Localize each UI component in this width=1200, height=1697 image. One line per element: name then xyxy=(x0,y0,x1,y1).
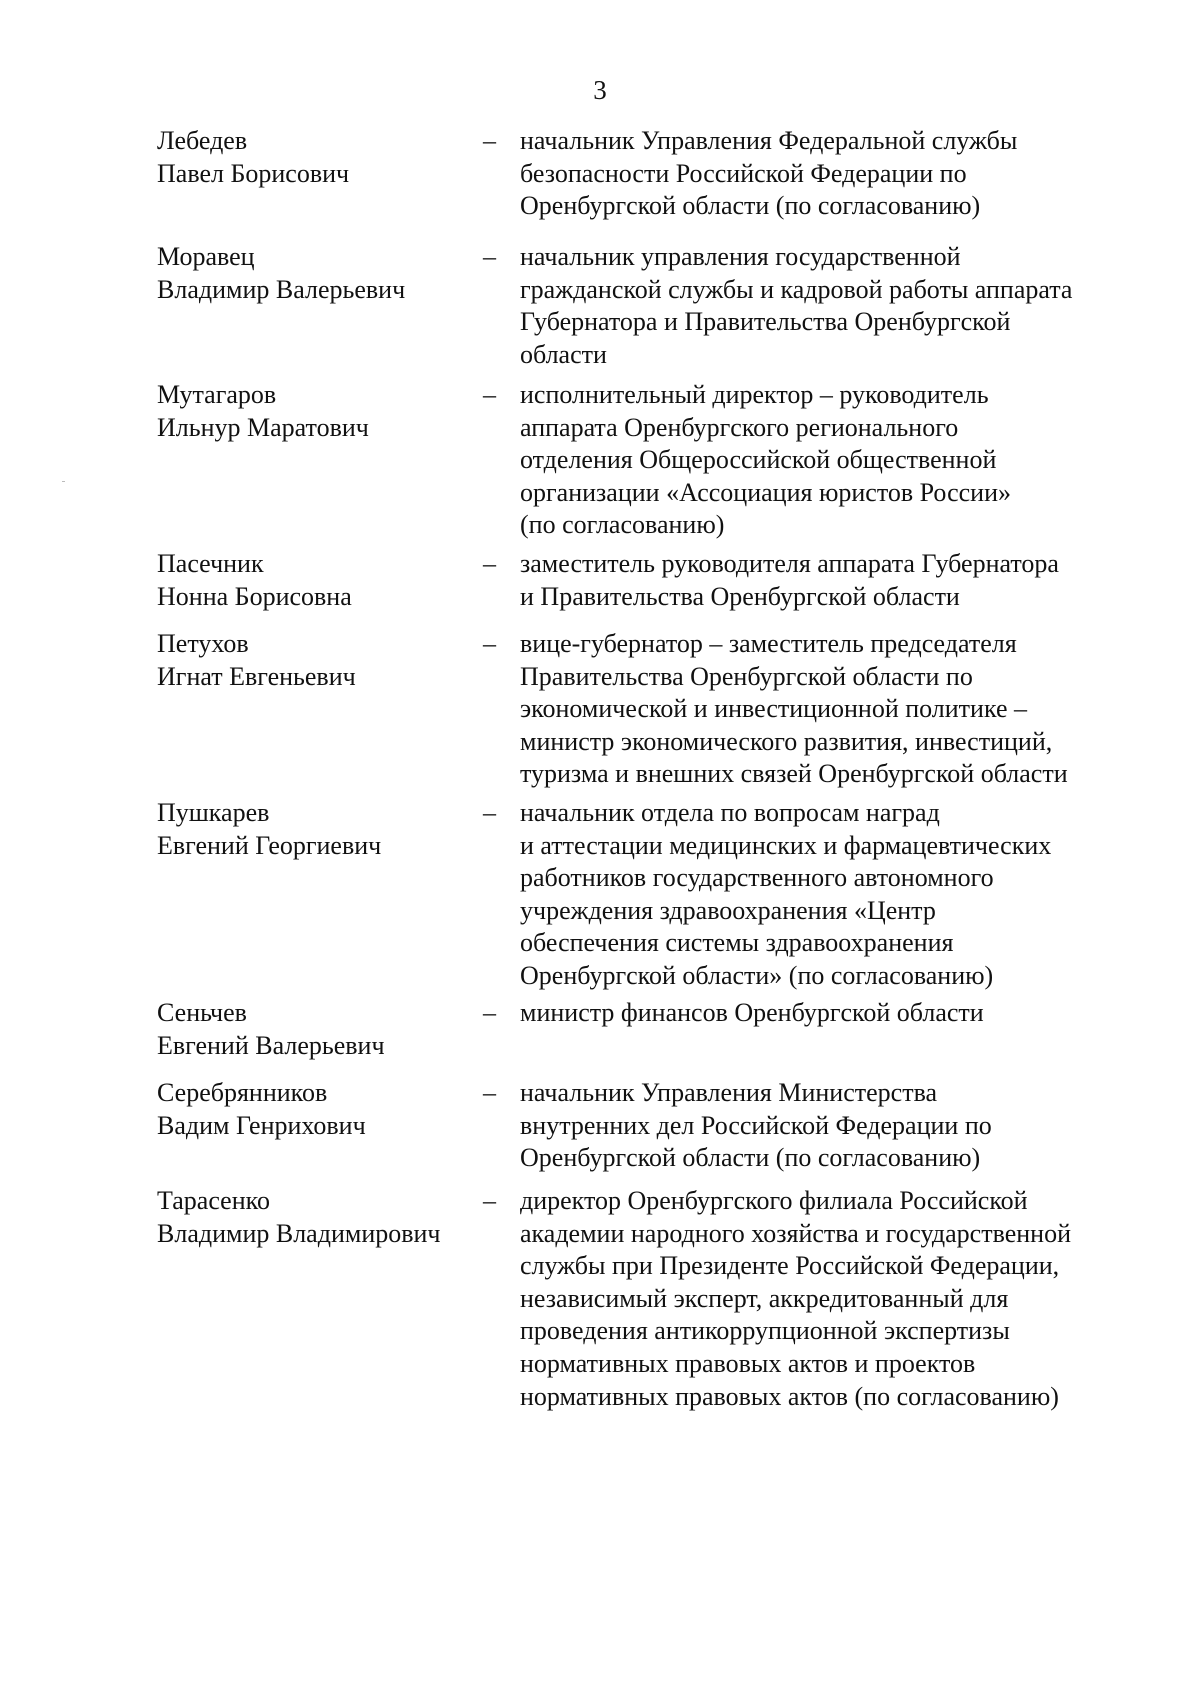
member-surname: Моравец xyxy=(157,242,255,271)
member-given-names: Ильнур Маратович xyxy=(157,412,369,442)
member-name xyxy=(157,125,477,190)
position-line: гражданской службы и кадровой работы аппарата xyxy=(520,274,1073,304)
position-line: независимый эксперт, аккредитованный для xyxy=(520,1283,1009,1313)
member-name xyxy=(157,797,477,862)
position-line: нормативных правовых актов (по согласованию) xyxy=(520,1381,1059,1411)
member-surname: Петухов xyxy=(157,629,249,658)
position-line: Оренбургской области (по согласованию) xyxy=(520,191,981,221)
member-name xyxy=(157,241,477,306)
position-line: проведения антикоррупционной экспертизы xyxy=(520,1316,1010,1346)
position-line: министр финансов Оренбургской области xyxy=(520,998,984,1027)
member-surname: Лебедев xyxy=(157,126,248,155)
member-surname: Сеньчев xyxy=(157,998,247,1027)
position-line: (по согласованию) xyxy=(520,510,725,540)
dash-separator: – xyxy=(483,380,496,409)
member-position xyxy=(520,379,1140,542)
member-position xyxy=(520,548,1140,613)
member-given-names: Евгений Валерьевич xyxy=(157,1030,385,1060)
member-name xyxy=(157,379,477,444)
position-line: работников государственного автономного xyxy=(520,863,994,893)
dash-separator: – xyxy=(483,1078,496,1107)
position-line: заместитель руководителя аппарата Губернатора xyxy=(520,549,1059,578)
member-name xyxy=(157,997,477,1062)
position-line: и Правительства Оренбургской области xyxy=(520,581,960,611)
position-line: безопасности Российской Федерации по xyxy=(520,158,967,188)
member-name xyxy=(157,1185,477,1250)
member-given-names: Нонна Борисовна xyxy=(157,581,352,611)
position-line: начальник отдела по вопросам наград xyxy=(520,798,940,827)
position-line: министр экономического развития, инвестиций, xyxy=(520,726,1053,756)
dash-separator: – xyxy=(483,126,496,155)
page-number: 3 xyxy=(593,75,607,105)
member-position xyxy=(520,628,1140,791)
member-name xyxy=(157,628,477,693)
member-position xyxy=(520,241,1140,371)
member-given-names: Владимир Валерьевич xyxy=(157,274,406,304)
member-surname: Пушкарев xyxy=(157,798,270,827)
member-name xyxy=(157,1077,477,1142)
position-line: службы при Президенте Российской Федерации, xyxy=(520,1251,1060,1281)
position-line: академии народного хозяйства и государственной xyxy=(520,1218,1071,1248)
position-line: Губернатора и Правительства Оренбургской xyxy=(520,307,1011,337)
position-line: аппарата Оренбургского регионального xyxy=(520,412,959,442)
member-position xyxy=(520,1077,1140,1175)
position-line: внутренних дел Российской Федерации по xyxy=(520,1110,992,1140)
position-line: экономической и инвестиционной политике – xyxy=(520,694,1027,724)
member-surname: Тарасенко xyxy=(157,1186,270,1215)
position-line: учреждения здравоохранения «Центр xyxy=(520,895,936,925)
position-line: нормативных правовых актов и проектов xyxy=(520,1348,976,1378)
member-position xyxy=(520,797,1140,993)
member-position xyxy=(520,1185,1140,1413)
position-line: Правительства Оренбургской области по xyxy=(520,661,973,691)
dash-separator: – xyxy=(483,1186,496,1215)
dash-separator: – xyxy=(483,798,496,827)
position-line: области xyxy=(520,339,607,369)
dash-separator: – xyxy=(483,242,496,271)
position-line: организации «Ассоциация юристов России» xyxy=(520,477,1011,507)
position-line: и аттестации медицинских и фармацевтических xyxy=(520,830,1052,860)
position-line: отделения Общероссийской общественной xyxy=(520,445,997,475)
position-line: исполнительный директор – руководитель xyxy=(520,380,989,409)
position-line: начальник Управления Федеральной службы xyxy=(520,126,1018,155)
member-given-names: Владимир Владимирович xyxy=(157,1218,441,1248)
member-position xyxy=(520,997,1140,1030)
member-surname: Пасечник xyxy=(157,549,264,578)
dash-separator: – xyxy=(483,549,496,578)
scan-speck xyxy=(62,481,65,482)
member-surname: Серебрянников xyxy=(157,1078,328,1107)
position-line: начальник управления государственной xyxy=(520,242,961,271)
position-line: вице-губернатор – заместитель председателя xyxy=(520,629,1017,658)
member-given-names: Игнат Евгеньевич xyxy=(157,661,356,691)
dash-separator: – xyxy=(483,629,496,658)
member-name xyxy=(157,548,477,613)
position-line: начальник Управления Министерства xyxy=(520,1078,938,1107)
member-position xyxy=(520,125,1140,223)
position-line: директор Оренбургского филиала Российской xyxy=(520,1186,1028,1215)
position-line: обеспечения системы здравоохранения xyxy=(520,928,954,958)
dash-separator: – xyxy=(483,998,496,1027)
position-line: туризма и внешних связей Оренбургской области xyxy=(520,759,1068,789)
position-line: Оренбургской области (по согласованию) xyxy=(520,1143,981,1173)
member-given-names: Вадим Генрихович xyxy=(157,1110,366,1140)
member-given-names: Евгений Георгиевич xyxy=(157,830,382,860)
position-line: Оренбургской области» (по согласованию) xyxy=(520,960,994,990)
member-given-names: Павел Борисович xyxy=(157,158,350,188)
member-surname: Мутагаров xyxy=(157,380,277,409)
